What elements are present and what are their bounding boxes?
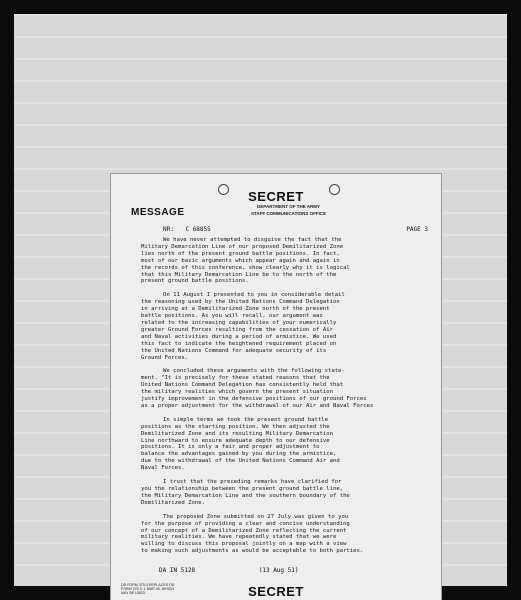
- microfilm-frame: [14, 14, 507, 599]
- message-heading: MESSAGE: [131, 207, 185, 218]
- paragraph: The proposed Zone submitted on 27 July was given to you for the purpose of providing a clear and concise understanding of our concept of a Demilitarized Zone reflecting the current military realities. We have repeatedly stated that we were willing to discuss this proposal jointly on a map with a view to making such adjustments as would be acceptable to both parties.: [141, 513, 364, 555]
- page-number: PAGE 3: [406, 226, 428, 233]
- office-name: STAFF COMMUNICATIONS OFFICE: [251, 210, 327, 216]
- message-body: [141, 237, 437, 562]
- form-number: DD FORM 375-3 REPLACES DD FORM 375-3, 1 MAR 49, WHICH MAY BE USED.: [121, 583, 175, 596]
- da-in-number: DA IN 5128: [159, 567, 196, 574]
- reference-line: [163, 226, 428, 233]
- message-date: (13 Aug 51): [258, 567, 299, 574]
- letterhead: [251, 204, 326, 217]
- paragraph: On 11 August I presented to you in considerable detail the reasoning used by the United Nations Command Delegation in arriving at a Demilitarized Zone north of the present battle positions. As you will recall, our argument was related to the increasing capabilities of your numerically greater Ground Forces resulting from the cessation of Air and Naval activities during a period of armistice. We used this fact to indicate the heightened requirement placed on the United Nations Command for adequate security of its Ground Forces.: [141, 292, 345, 361]
- footer-reference: [159, 567, 299, 574]
- paragraph: In simple terms we took the present ground battle positions as the starting position. We then adjusted the Demilitarized Zone and its resulting Military Demarcation Line northward to ensure adequate depth to our defensive positions. It is only a fair and proper adjustment to balance the advantages gained by you during the armistice, due to the withdrawal of the United Nations Command Air and Naval Forces.: [141, 416, 340, 472]
- nr-label: NR:: [163, 226, 174, 233]
- paragraph: We concluded these arguments with the following state- ment. "It is precisely for these stated reasons that the United Nations Command Delegation has consistently held that the military realities which govern the present situation justify improvement in the defensive positions of our ground Forces as a proper adjustment for the withdrawal of our Air and Naval Forces: [141, 368, 374, 409]
- classification-bottom: SECRET: [248, 584, 304, 599]
- department-name: DEPARTMENT OF THE ARMY: [257, 204, 321, 209]
- nr-value: C 68855: [185, 226, 211, 233]
- paragraph: We have never attempted to disguise the fact that the Military Demarcation Line of our proposed Demilitarized Zone lies north of the present ground battle positions. In fact, most of our basic arguments which appear again and again in the records of this conference, show clearly why it is logical that this Military Demarcation Line be to the north of the present ground battle positions.: [141, 237, 350, 285]
- message-sheet: [111, 174, 441, 600]
- classification-top: SECRET: [248, 189, 304, 204]
- paragraph: I trust that the preceding remarks have clarified for you the relationship between the present ground battle line, the Military Demarcation Line and the southern boundary of the Demilitarized Zone.: [141, 479, 350, 506]
